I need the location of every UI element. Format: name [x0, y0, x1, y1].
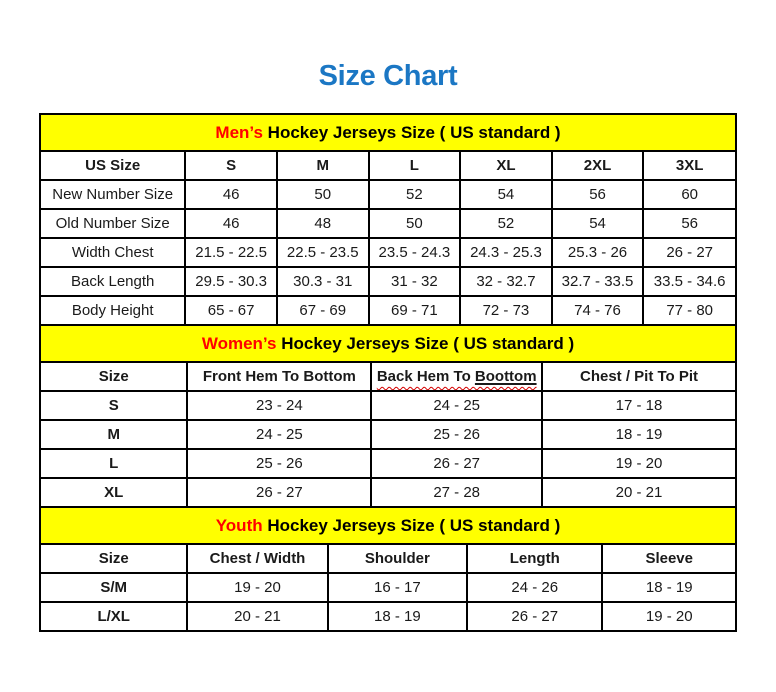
cell-value: 18 - 19 [602, 573, 735, 602]
cell-value: 67 - 69 [277, 296, 369, 324]
youth-band-text: Hockey Jerseys Size ( US standard ) [262, 516, 561, 535]
cell-value: 26 - 27 [643, 238, 735, 267]
cell-value: 26 - 27 [371, 449, 542, 478]
column-header-size: Size [41, 545, 187, 573]
cell-value: 52 [369, 180, 461, 209]
cell-value: 52 [460, 209, 552, 238]
cell-value: 25.3 - 26 [552, 238, 644, 267]
cell-value: 26 - 27 [467, 602, 602, 630]
cell-value: 33.5 - 34.6 [643, 267, 735, 296]
table-row-youth-sm [41, 573, 735, 602]
cell-value: 18 - 19 [328, 602, 467, 630]
column-header-s: S [185, 152, 277, 180]
cell-value: 23 - 24 [187, 391, 371, 420]
cell-value: 48 [277, 209, 369, 238]
cell-value: 26 - 27 [187, 478, 371, 506]
row-label: L [41, 449, 187, 478]
cell-value: 24.3 - 25.3 [460, 238, 552, 267]
cell-value: 32.7 - 33.5 [552, 267, 644, 296]
cell-value: 19 - 20 [542, 449, 735, 478]
cell-value: 17 - 18 [542, 391, 735, 420]
table-row-womens-xl [41, 478, 735, 506]
cell-value: 46 [185, 209, 277, 238]
table-row-womens-m [41, 420, 735, 449]
cell-value: 65 - 67 [185, 296, 277, 324]
column-header-length: Length [467, 545, 602, 573]
cell-value: 24 - 25 [187, 420, 371, 449]
cell-value: 22.5 - 23.5 [277, 238, 369, 267]
row-label: S/M [41, 573, 187, 602]
column-header-m: M [277, 152, 369, 180]
cell-value: 46 [185, 180, 277, 209]
cell-value: 18 - 19 [542, 420, 735, 449]
cell-value: 50 [277, 180, 369, 209]
column-header-front-hem: Front Hem To Bottom [187, 363, 371, 391]
cell-value: 19 - 20 [602, 602, 735, 630]
cell-value: 27 - 28 [371, 478, 542, 506]
table-row-old-number-size [41, 209, 735, 238]
mens-size-table [41, 152, 735, 324]
cell-value: 56 [552, 180, 644, 209]
womens-band-highlight: Women’s [201, 334, 277, 353]
cell-value: 50 [369, 209, 461, 238]
mens-band-highlight: Men’s [215, 123, 263, 142]
row-label: L/XL [41, 602, 187, 630]
cell-value: 30.3 - 31 [277, 267, 369, 296]
row-label: S [41, 391, 187, 420]
womens-size-table [41, 363, 735, 506]
table-row-new-number-size [41, 180, 735, 209]
cell-value: 74 - 76 [552, 296, 644, 324]
mens-section-band [41, 115, 735, 152]
row-label: Width Chest [41, 238, 185, 267]
womens-section-band [41, 324, 735, 363]
back-hem-prefix: Back Hem To [376, 368, 475, 385]
table-row-width-chest [41, 238, 735, 267]
cell-value: 21.5 - 22.5 [185, 238, 277, 267]
youth-section-band [41, 506, 735, 545]
row-label: Old Number Size [41, 209, 185, 238]
table-row-youth-lxl [41, 602, 735, 630]
womens-band-text: Hockey Jerseys Size ( US standard ) [276, 334, 575, 353]
column-header-shoulder: Shoulder [328, 545, 467, 573]
row-label: Back Length [41, 267, 185, 296]
column-header-sleeve: Sleeve [602, 545, 735, 573]
cell-value: 32 - 32.7 [460, 267, 552, 296]
column-header-us-size: US Size [41, 152, 185, 180]
cell-value: 29.5 - 30.3 [185, 267, 277, 296]
table-row-womens-l [41, 449, 735, 478]
table-row-body-height [41, 296, 735, 324]
cell-value: 23.5 - 24.3 [369, 238, 461, 267]
youth-header-row [41, 545, 735, 573]
table-row-womens-s [41, 391, 735, 420]
row-label: M [41, 420, 187, 449]
row-label: Body Height [41, 296, 185, 324]
column-header-size: Size [41, 363, 187, 391]
cell-value: 72 - 73 [460, 296, 552, 324]
misspelled-word: Boottom [474, 368, 537, 385]
row-label: New Number Size [41, 180, 185, 209]
column-header-back-hem [371, 363, 542, 391]
column-header-2xl: 2XL [552, 152, 644, 180]
womens-header-row [41, 363, 735, 391]
cell-value: 19 - 20 [187, 573, 327, 602]
column-header-xl: XL [460, 152, 552, 180]
cell-value: 20 - 21 [187, 602, 327, 630]
column-header-chest-width: Chest / Width [187, 545, 327, 573]
cell-value: 20 - 21 [542, 478, 735, 506]
cell-value: 16 - 17 [328, 573, 467, 602]
youth-band-highlight: Youth [215, 516, 263, 535]
column-header-3xl: 3XL [643, 152, 735, 180]
column-header-chest-pit: Chest / Pit To Pit [542, 363, 735, 391]
cell-value: 54 [460, 180, 552, 209]
page-title: Size Chart [318, 60, 458, 92]
cell-value: 54 [552, 209, 644, 238]
size-chart-container [39, 113, 737, 632]
cell-value: 25 - 26 [371, 420, 542, 449]
mens-header-row [41, 152, 735, 180]
cell-value: 77 - 80 [643, 296, 735, 324]
cell-value: 31 - 32 [369, 267, 461, 296]
cell-value: 69 - 71 [369, 296, 461, 324]
mens-band-text: Hockey Jerseys Size ( US standard ) [262, 123, 561, 142]
cell-value: 25 - 26 [187, 449, 371, 478]
cell-value: 24 - 26 [467, 573, 602, 602]
table-row-back-length [41, 267, 735, 296]
column-header-l: L [369, 152, 461, 180]
youth-size-table [41, 545, 735, 630]
cell-value: 24 - 25 [371, 391, 542, 420]
cell-value: 56 [643, 209, 735, 238]
row-label: XL [41, 478, 187, 506]
cell-value: 60 [643, 180, 735, 209]
